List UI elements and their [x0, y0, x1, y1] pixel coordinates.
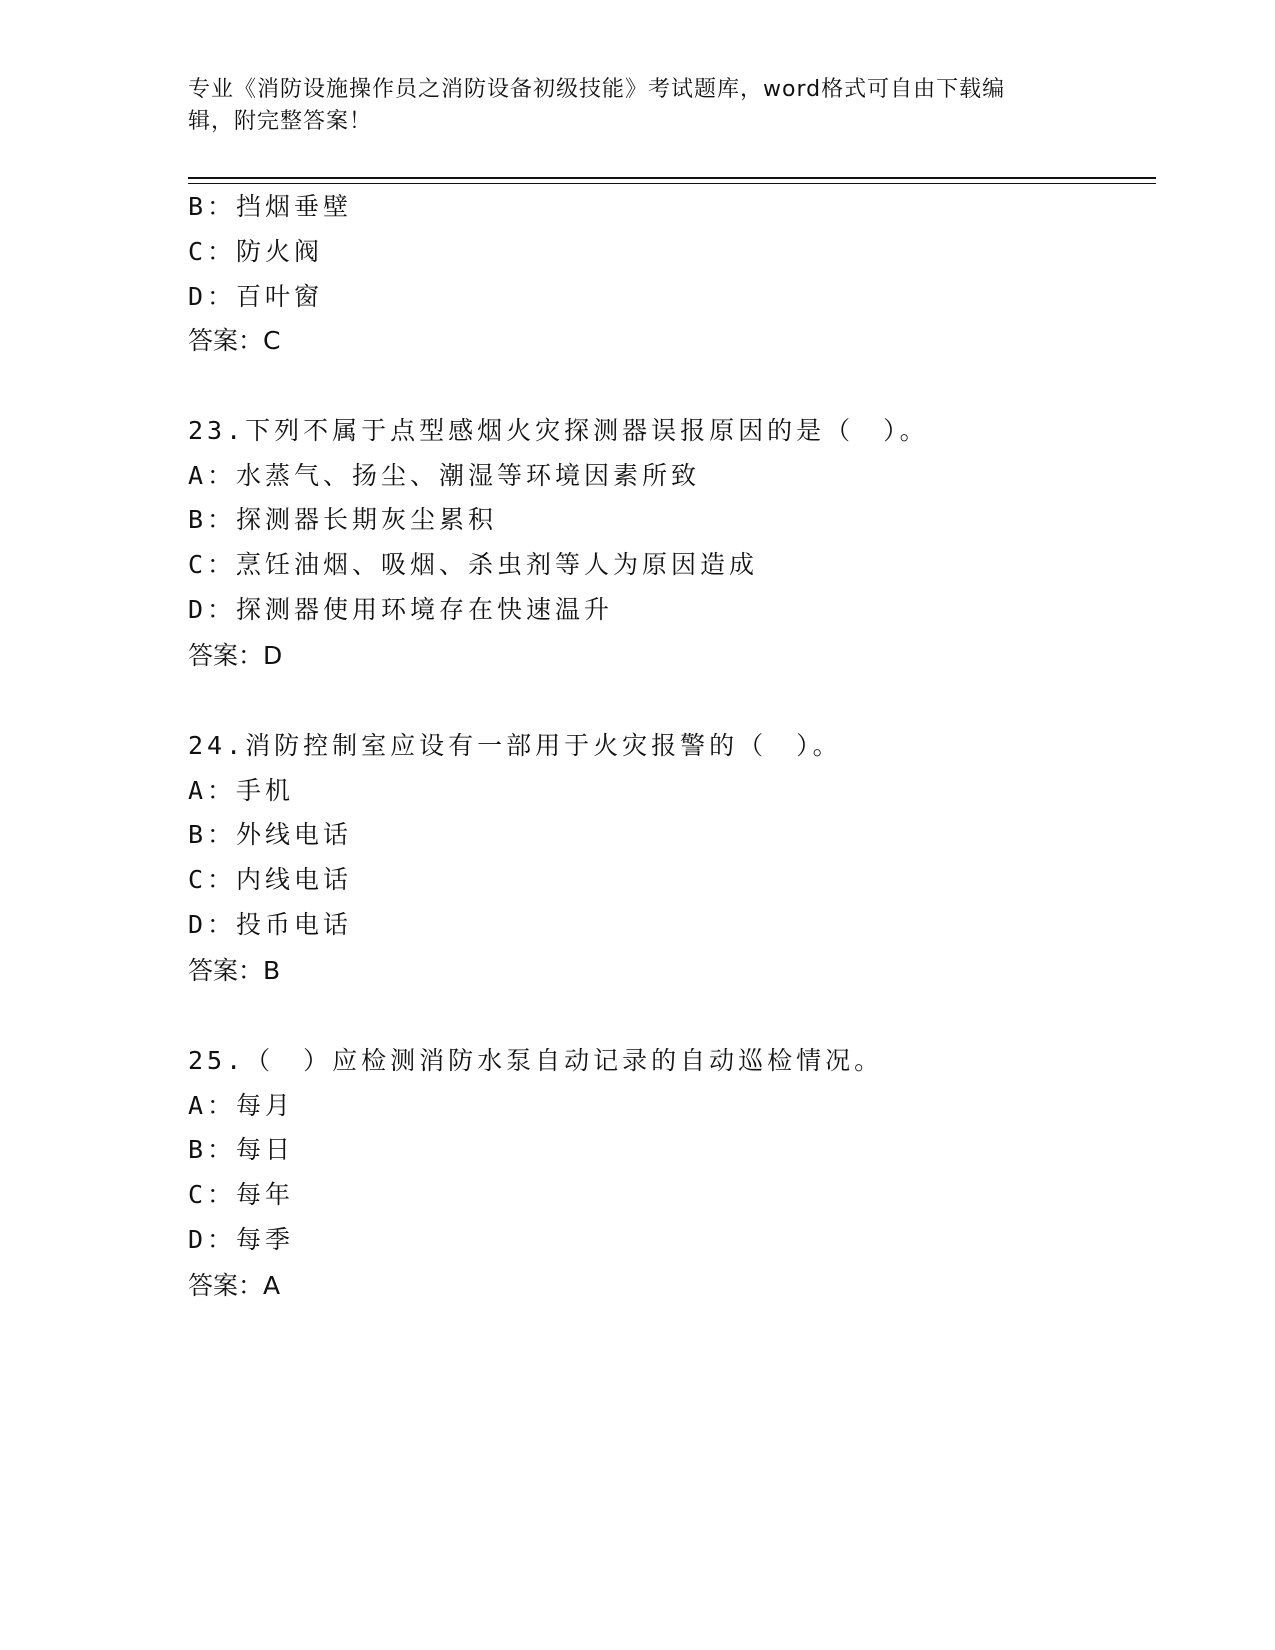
- q23-option-a: A：水蒸气、扬尘、潮湿等环境因素所致: [188, 461, 701, 490]
- q23-option-d: D：探测器使用环境存在快速温升: [188, 595, 614, 624]
- prev-option-b: B：挡烟垂壁: [188, 192, 353, 221]
- q25-answer: 答案：A: [188, 1271, 281, 1300]
- q25-option-d: D：每季: [188, 1225, 295, 1254]
- q23-option-b: B：探测器长期灰尘累积: [188, 505, 498, 534]
- q23-answer: 答案：D: [188, 641, 283, 670]
- q23-text: 23.下列不属于点型感烟火灾探测器误报原因的是（ ）。: [188, 416, 929, 445]
- q25-option-c: C：每年: [188, 1180, 295, 1209]
- prev-answer: 答案：C: [188, 326, 281, 355]
- prev-option-c: C：防火阀: [188, 237, 324, 266]
- header-divider-thin: [188, 183, 1156, 184]
- header-line-1: 专业《消防设施操作员之消防设备初级技能》考试题库，word格式可自由下载编: [188, 77, 1006, 102]
- q24-answer: 答案：B: [188, 956, 281, 985]
- q23-option-c: C：烹饪油烟、吸烟、杀虫剂等人为原因造成: [188, 550, 759, 579]
- q25-option-a: A：每月: [188, 1091, 295, 1120]
- header-divider-thick: [188, 177, 1156, 179]
- q24-option-c: C：内线电话: [188, 865, 353, 894]
- q25-text: 25.（ ）应检测消防水泵自动记录的自动巡检情况。: [188, 1046, 884, 1075]
- header-line-2: 辑，附完整答案！: [188, 109, 373, 134]
- q25-option-b: B：每日: [188, 1135, 295, 1164]
- prev-option-d: D：百叶窗: [188, 282, 324, 311]
- document-header: [188, 74, 1068, 138]
- q24-option-a: A：手机: [188, 776, 295, 805]
- q24-option-b: B：外线电话: [188, 820, 353, 849]
- q24-option-d: D：投币电话: [188, 910, 353, 939]
- q24-text: 24.消防控制室应设有一部用于火灾报警的（ ）。: [188, 731, 842, 760]
